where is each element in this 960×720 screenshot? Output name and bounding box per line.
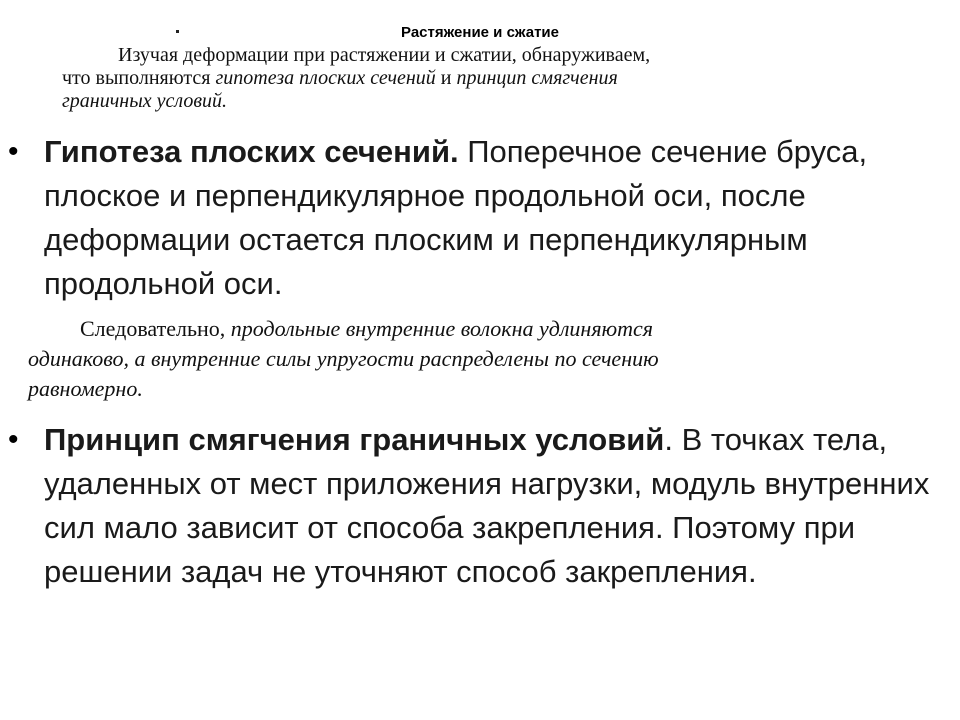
bullet-text (44, 418, 944, 594)
conclusion-line-1-prefix: Следовательно, (80, 316, 231, 341)
bullet-text (44, 130, 944, 306)
intro-line-2-mid: и (435, 67, 457, 89)
conclusion-line-1 (28, 314, 659, 344)
intro-hypothesis-term: гипотеза плоских сечений (215, 67, 436, 89)
bullet-lead: Принцип смягчения граничных условий (44, 422, 665, 457)
scanned-conclusion-text (28, 314, 659, 404)
intro-line-1: Изучая деформации при растяжении и сжатии, обнаруживаем, (118, 44, 651, 66)
conclusion-line-2-b: а внутренние силы упругости распределены по сечению (128, 346, 659, 371)
slide-title: Растяжение и сжатие (401, 24, 559, 41)
intro-principle-term: принцип смягчения (456, 67, 618, 89)
conclusion-line-2 (28, 344, 659, 374)
conclusion-line-2-a: одинаково, (28, 346, 129, 371)
bullet-lead: Гипотеза плоских сечений. (44, 134, 459, 169)
intro-line-2-prefix: что выполняются (62, 67, 216, 89)
conclusion-line-3: равномерно. (28, 376, 143, 401)
bullet-body: Поперечное сечение бруса, плоское и перпендикулярное продольной оси, после деформации остается плоским и перпендикулярным продольной оси. (44, 134, 868, 301)
scan-mark (176, 30, 179, 33)
bullet-marker: • (8, 423, 19, 456)
conclusion-line-1-italic: продольные внутренние волокна удлиняются (230, 316, 653, 341)
intro-line-2 (62, 67, 650, 90)
bullet-body: . В точках тела, удаленных от мест приложения нагрузки, модуль внутренних сил мало зависит от способа закрепления. Поэтому при решении задач не уточняют способ закрепления. (44, 422, 930, 589)
scanned-intro-text (62, 44, 650, 113)
intro-line-3: граничных условий. (62, 90, 228, 112)
bullet-marker: • (8, 135, 19, 168)
